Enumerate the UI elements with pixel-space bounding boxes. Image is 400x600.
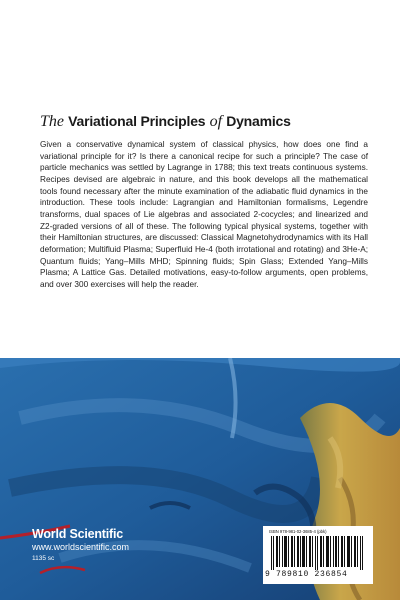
publisher-url: www.worldscientific.com [32,542,130,552]
book-description: Given a conservative dynamical system of classical physics, how does one find a variational principle for it? Is there a canonical recipe for such a principle? The case of particle mechanics was settled by Lagrange in 1788; this text treats continuous systems. Recipes devised are algebraic in nature, and this book develops all the mathematical tools found necessary after the minute examination of the adiabatic fluid dynamics in the introduction. These tools include: Lagrangian and Hamiltonian formalisms, Legendre transforms, dual spaces of Lie algebras and associated 2-cocycles; and linearized and Z2-graded versions of all of these. The following typical physical systems, together with their Hamiltonian structures, are discussed: Classical Magnetohydrodynamics with its Hall deformation; Multifluid Plasma; Superfluid He-4 (both irrotational and rotating) and 3He-A; Quantum fluids; Yang–Mills MHD; Spinning fluids; Spin Glass; Extended Yang–Mills Plasma; A Lattice Gas. Detailed motivations, easy-to-follow arguments, open problems, and over 300 exercises will help the reader. [40,140,368,289]
book-title [40,112,370,131]
publisher-block [32,527,129,563]
title-word-2: Dynamics [226,113,291,129]
isbn-label: ISBN 978-981-02-3685-4 (pbk) [269,529,327,534]
barcode-number: 9 789810 236854 [265,570,348,579]
title-word-1: Variational Principles [68,113,206,129]
barcode-panel [263,526,373,584]
barcode-icon [271,536,365,570]
title-prefix: The [40,113,64,130]
product-code: 1135 sc [32,555,55,562]
title-of: of [209,113,223,130]
publisher-name: World Scientific [32,527,124,541]
